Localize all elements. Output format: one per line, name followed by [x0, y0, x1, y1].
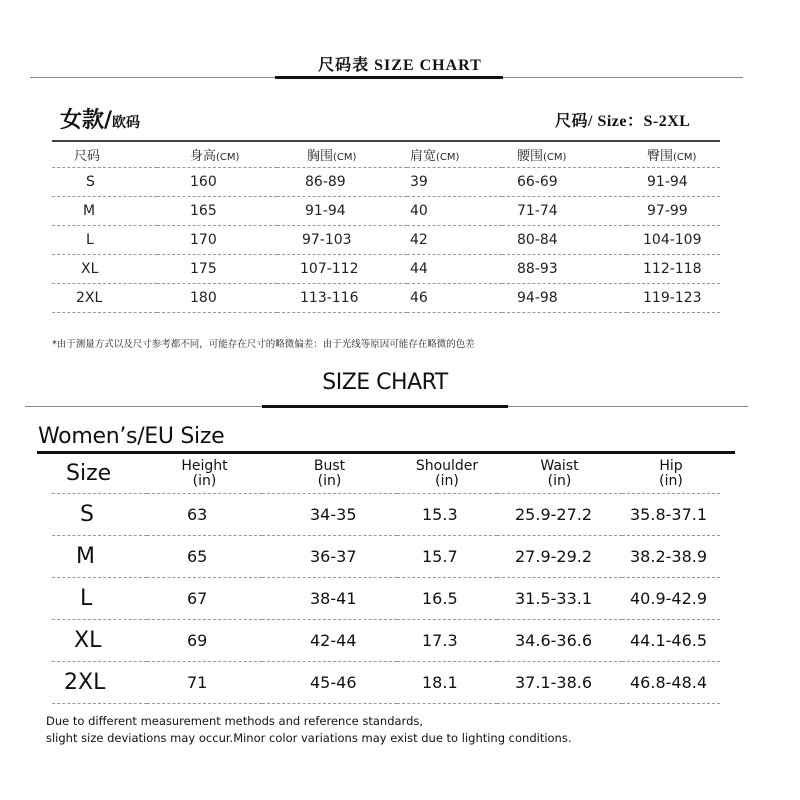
inch-section-title: Women’s/EU Size: [38, 424, 225, 449]
inch-cell-bust: 34-35: [262, 494, 397, 536]
cm-cell-size: L: [52, 226, 157, 255]
cm-cell-shoulder: 42: [407, 226, 502, 255]
inch-cell-bust: 36-37: [262, 536, 397, 578]
cm-cell-height: 170: [157, 226, 277, 255]
inch-disclaimer-line-2: slight size deviations may occur.Minor color variations may exist due to lighting conditions.: [46, 731, 572, 745]
inch-header-height: Height (in): [147, 454, 262, 494]
cm-cell-height: 180: [157, 284, 277, 313]
cm-section-title-sub: 欧码: [112, 115, 141, 131]
inch-cell-shoulder: 16.5: [397, 578, 497, 620]
cm-header-size: 尺码: [52, 141, 157, 168]
inch-cell-size: L: [52, 578, 147, 620]
cm-cell-hip: 91-94: [627, 168, 720, 197]
inch-cell-size: XL: [52, 620, 147, 662]
cm-cell-waist: 88-93: [502, 255, 627, 284]
inch-header-bust: Bust (in): [262, 454, 397, 494]
inch-cell-shoulder: 15.7: [397, 536, 497, 578]
inch-cell-waist: 25.9-27.2: [497, 494, 622, 536]
cm-cell-bust: 113-116: [277, 284, 407, 313]
inch-cell-height: 71: [147, 662, 262, 704]
cm-section-title-main: 女款/: [60, 108, 113, 133]
cm-header-waist: 腰围(CM): [502, 141, 627, 168]
cm-cell-bust: 107-112: [277, 255, 407, 284]
cm-cell-bust: 91-94: [277, 197, 407, 226]
cm-table-row: [52, 255, 720, 284]
inch-cell-size: 2XL: [52, 662, 147, 704]
inch-table-row: [52, 536, 720, 578]
cm-header-height: 身高(CM): [157, 141, 277, 168]
inch-cell-height: 69: [147, 620, 262, 662]
cm-cell-size: 2XL: [52, 284, 157, 313]
cm-cell-waist: 71-74: [502, 197, 627, 226]
cm-cell-height: 165: [157, 197, 277, 226]
cm-header-shoulder: 肩宽(CM): [407, 141, 502, 168]
cm-table-row: [52, 226, 720, 255]
inch-header-shoulder: Shoulder (in): [397, 454, 497, 494]
page-title-cn: 尺码表 SIZE CHART: [318, 57, 482, 74]
cm-cell-waist: 80-84: [502, 226, 627, 255]
inch-table-row: [52, 578, 720, 620]
inch-cell-waist: 27.9-29.2: [497, 536, 622, 578]
cm-cell-height: 160: [157, 168, 277, 197]
inch-disclaimer-line-1: Due to different measurement methods and reference standards,: [46, 714, 424, 728]
inch-table-row: [52, 620, 720, 662]
cm-table-row: [52, 197, 720, 226]
inch-cell-hip: 38.2-38.9: [622, 536, 720, 578]
inch-header-hip: Hip (in): [622, 454, 720, 494]
cm-table-header: [52, 141, 720, 168]
cm-table-row: [52, 168, 720, 197]
cm-cell-shoulder: 46: [407, 284, 502, 313]
inch-cell-hip: 40.9-42.9: [622, 578, 720, 620]
cm-cell-bust: 97-103: [277, 226, 407, 255]
inch-size-table: [52, 454, 720, 704]
cm-cell-hip: 119-123: [627, 284, 720, 313]
inch-cell-height: 63: [147, 494, 262, 536]
cm-cell-size: S: [52, 168, 157, 197]
cm-header-bust: 胸围(CM): [277, 141, 407, 168]
cm-header-hip: 臀围(CM): [627, 141, 720, 168]
inch-cell-hip: 35.8-37.1: [622, 494, 720, 536]
cm-cell-waist: 66-69: [502, 168, 627, 197]
inch-table-row: [52, 494, 720, 536]
inch-cell-hip: 46.8-48.4: [622, 662, 720, 704]
inch-table-row: [52, 662, 720, 704]
cm-cell-waist: 94-98: [502, 284, 627, 313]
inch-cell-size: M: [52, 536, 147, 578]
cm-cell-shoulder: 44: [407, 255, 502, 284]
inch-cell-waist: 31.5-33.1: [497, 578, 622, 620]
inch-cell-height: 65: [147, 536, 262, 578]
inch-disclaimer-note: [46, 713, 572, 747]
cm-cell-hip: 97-99: [627, 197, 720, 226]
inch-cell-shoulder: 17.3: [397, 620, 497, 662]
cm-cell-shoulder: 40: [407, 197, 502, 226]
cm-cell-height: 175: [157, 255, 277, 284]
inch-cell-bust: 38-41: [262, 578, 397, 620]
inch-cell-waist: 37.1-38.6: [497, 662, 622, 704]
section-accent-bar: [262, 405, 508, 408]
size-range-label: 尺码/ Size：S-2XL: [555, 113, 691, 130]
inch-table-header: [52, 454, 720, 494]
inch-cell-shoulder: 18.1: [397, 662, 497, 704]
inch-cell-size: S: [52, 494, 147, 536]
inch-cell-hip: 44.1-46.5: [622, 620, 720, 662]
inch-header-waist: Waist (in): [497, 454, 622, 494]
page-title-en: SIZE CHART: [322, 370, 448, 395]
cm-table-row: [52, 284, 720, 313]
inch-header-size: Size: [52, 454, 147, 494]
inch-cell-bust: 42-44: [262, 620, 397, 662]
inch-cell-shoulder: 15.3: [397, 494, 497, 536]
cm-disclaimer-note: *由于测量方式以及尺寸参考都不同，可能存在尺寸的略微偏差：由于光线等原因可能存在略微的色差: [52, 339, 475, 350]
cm-cell-size: XL: [52, 255, 157, 284]
cm-section-title: [60, 103, 140, 134]
cm-cell-hip: 104-109: [627, 226, 720, 255]
cm-cell-hip: 112-118: [627, 255, 720, 284]
cm-cell-bust: 86-89: [277, 168, 407, 197]
cm-cell-shoulder: 39: [407, 168, 502, 197]
cm-size-table: [52, 141, 720, 313]
cm-cell-size: M: [52, 197, 157, 226]
inch-cell-waist: 34.6-36.6: [497, 620, 622, 662]
header-accent-bar: [275, 76, 503, 79]
inch-cell-height: 67: [147, 578, 262, 620]
inch-cell-bust: 45-46: [262, 662, 397, 704]
